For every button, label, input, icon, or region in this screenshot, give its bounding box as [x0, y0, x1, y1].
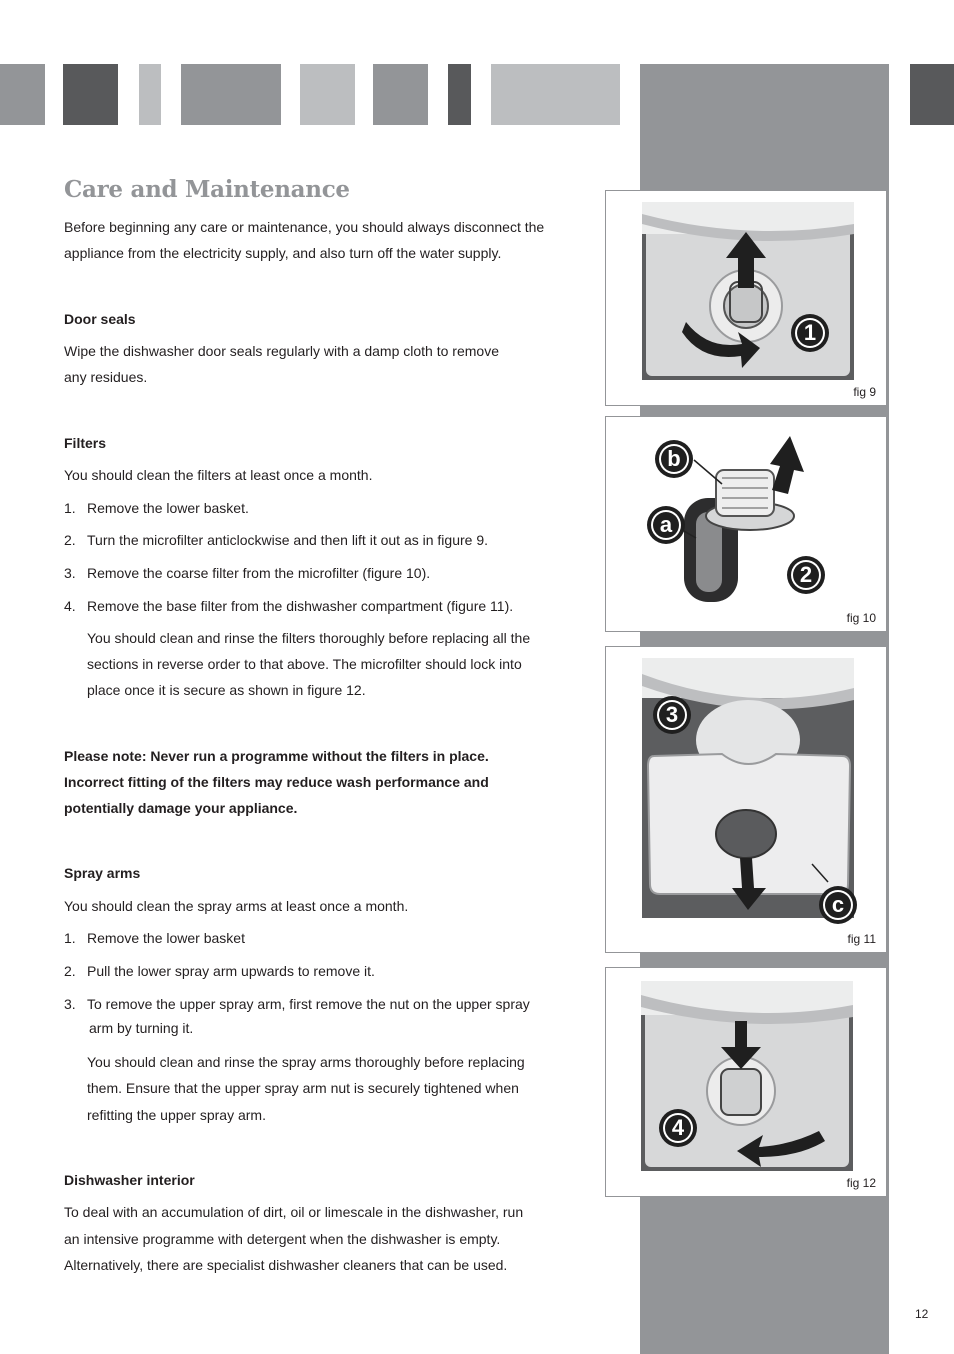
- interior-heading: Dishwasher interior: [64, 1172, 195, 1188]
- header-band: [300, 64, 355, 125]
- filters-note-line: place once it is secure as shown in figure 12.: [87, 682, 366, 698]
- filters-intro: You should clean the filters at least once a month.: [64, 467, 373, 483]
- list-item: 3. To remove the upper spray arm, first remove the nut on the upper spray: [64, 996, 530, 1012]
- figure-12: [605, 967, 887, 1197]
- door-seals-line: Wipe the dishwasher door seals regularly with a damp cloth to remove: [64, 343, 499, 359]
- figure-caption: fig 11: [847, 932, 876, 946]
- figure-9: [605, 190, 887, 406]
- spray-arms-intro: You should clean the spray arms at least once a month.: [64, 898, 409, 914]
- figure-caption: fig 10: [846, 611, 876, 625]
- list-item: 2. Turn the microfilter anticlockwise and then lift it out as in figure 9.: [64, 532, 488, 548]
- label-text: c: [831, 892, 845, 917]
- interior-line: an intensive programme with detergent when the dishwasher is empty.: [64, 1231, 501, 1247]
- list-item: 4. Remove the base filter from the dishwasher compartment (figure 11).: [64, 598, 514, 614]
- figure-11: [605, 646, 887, 953]
- list-item: 2. Pull the lower spray arm upwards to remove it.: [64, 963, 375, 979]
- intro-line: Before beginning any care or maintenance, you should always disconnect the: [64, 219, 545, 235]
- page-number: 12: [915, 1307, 929, 1321]
- header-band: [373, 64, 428, 125]
- label-text: a: [659, 512, 673, 537]
- spray-arms-heading: Spray arms: [64, 865, 141, 881]
- figure-caption: fig 9: [853, 385, 876, 399]
- list-item: 1. Remove the lower basket: [64, 930, 245, 946]
- warning-line: potentially damage your appliance.: [64, 800, 298, 816]
- header-band: [63, 64, 118, 125]
- spray-arms-note-line: them. Ensure that the upper spray arm nut is securely tightened when: [87, 1080, 519, 1096]
- header-band: [181, 64, 281, 125]
- warning-line: Please note: Never run a programme without the filters in place.: [64, 748, 489, 764]
- header-band: [0, 64, 45, 125]
- step-number-text: 2: [799, 562, 813, 587]
- warning-line: Incorrect fitting of the filters may reduce wash performance and: [64, 774, 489, 790]
- intro-line: appliance from the electricity supply, and also turn off the water supply.: [64, 245, 502, 261]
- spray-arms-note-line: refitting the upper spray arm.: [87, 1107, 266, 1123]
- list-item-continuation: arm by turning it.: [89, 1020, 194, 1036]
- page-title: Care and Maintenance: [64, 176, 350, 203]
- label-text: b: [667, 446, 681, 471]
- list-item: 3. Remove the coarse filter from the microfilter (figure 10).: [64, 565, 431, 581]
- filters-heading: Filters: [64, 435, 107, 451]
- figure-10: [605, 416, 887, 632]
- spray-arms-note-line: You should clean and rinse the spray arms thoroughly before replacing: [87, 1054, 525, 1070]
- door-seals-heading: Door seals: [64, 311, 136, 327]
- interior-line: To deal with an accumulation of dirt, oil or limescale in the dishwasher, run: [64, 1204, 524, 1220]
- figure-caption: fig 12: [846, 1176, 876, 1190]
- step-number-text: 4: [671, 1115, 685, 1140]
- header-band: [910, 64, 954, 125]
- step-number-text: 1: [803, 320, 817, 345]
- step-number-text: 3: [665, 702, 679, 727]
- list-item: 1. Remove the lower basket.: [64, 500, 249, 516]
- filter-twist-illustration: [642, 202, 854, 380]
- header-band: [491, 64, 620, 125]
- filters-note-line: sections in reverse order to that above. The microfilter should lock into: [87, 656, 522, 672]
- interior-line: Alternatively, there are specialist dishwasher cleaners that can be used.: [64, 1257, 508, 1273]
- header-band: [139, 64, 161, 125]
- filters-note-line: You should clean and rinse the filters thoroughly before replacing all the: [87, 630, 531, 646]
- header-band: [448, 64, 471, 125]
- door-seals-line: any residues.: [64, 369, 148, 385]
